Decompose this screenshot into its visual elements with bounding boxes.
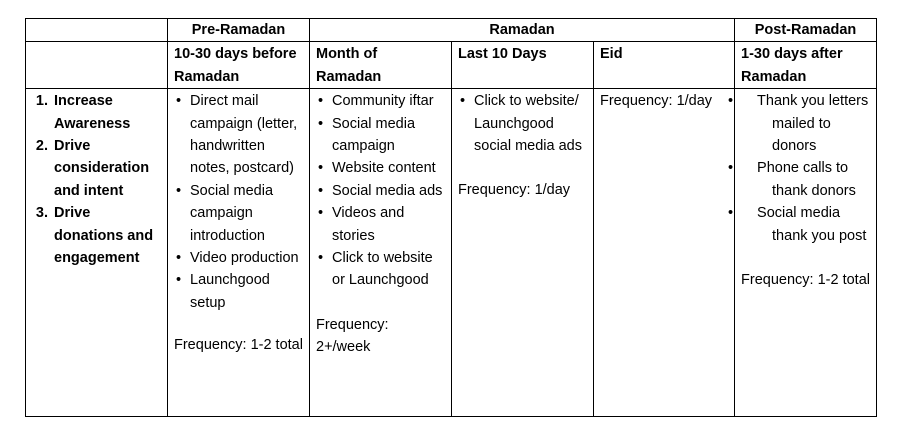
goals-cell: [26, 89, 168, 417]
empty-corner-cell: [26, 19, 168, 42]
list-item: • Launchgood setup: [174, 269, 303, 314]
last-10-list: [458, 90, 587, 157]
frequency-text: Frequency: 1/day: [600, 93, 713, 110]
frequency-text: Frequency: 1/day: [458, 182, 571, 199]
frequency-text: Frequency: 2+/week: [316, 316, 389, 356]
frequency-text: Frequency: 1-2 total: [174, 337, 303, 354]
content-row: [26, 89, 877, 417]
goal-item: 1. Increase Awareness: [52, 90, 161, 135]
list-item: • Social media campaign: [316, 113, 445, 158]
header-post-ramadan: Post-Ramadan: [735, 19, 877, 42]
empty-subheader-cell: [26, 42, 168, 89]
list-item: • Social media campaign introduction: [174, 180, 303, 247]
month-of-ramadan-cell: [310, 89, 452, 417]
ramadan-campaign-table: [25, 18, 877, 417]
list-item: • Video production: [174, 247, 303, 269]
subheader-pre: 10-30 days before Ramadan: [168, 42, 310, 89]
list-item: • Phone calls to thank donors: [741, 157, 870, 202]
list-item: • Direct mail campaign (letter, handwritten notes, postcard): [174, 90, 303, 180]
header-pre-ramadan: Pre-Ramadan: [168, 19, 310, 42]
subheader-last-10-days: Last 10 Days: [452, 42, 594, 89]
subheader-month: Month of Ramadan: [310, 42, 452, 89]
list-item: • Thank you letters mailed to donors: [741, 90, 870, 157]
last-10-days-cell: [452, 89, 594, 417]
phase-header-row: [26, 19, 877, 42]
list-item: • Social media ads: [316, 180, 445, 202]
goal-item: 2. Drive consideration and intent: [52, 135, 161, 202]
goals-list: [32, 90, 161, 269]
subheader-eid: Eid: [594, 42, 735, 89]
subheader-post: 1-30 days after Ramadan: [735, 42, 877, 89]
list-item: • Videos and stories: [316, 202, 445, 247]
pre-ramadan-list: [174, 90, 303, 314]
list-item: • Click to website or Launchgood: [316, 247, 445, 292]
list-item: • Community iftar: [316, 90, 445, 112]
header-ramadan: Ramadan: [310, 19, 735, 42]
pre-ramadan-cell: [168, 89, 310, 417]
eid-cell: [594, 89, 735, 417]
list-item: • Website content: [316, 157, 445, 179]
subheader-row: [26, 42, 877, 89]
post-ramadan-list: [741, 90, 870, 247]
frequency-text: Frequency: 1-2 total: [741, 272, 870, 289]
list-item: • Click to website/ Launchgood social media ads: [458, 90, 587, 157]
goal-item: 3. Drive donations and engagement: [52, 202, 161, 269]
list-item: • Social media thank you post: [741, 202, 870, 247]
post-ramadan-cell: [735, 89, 877, 417]
month-list: [316, 90, 445, 292]
